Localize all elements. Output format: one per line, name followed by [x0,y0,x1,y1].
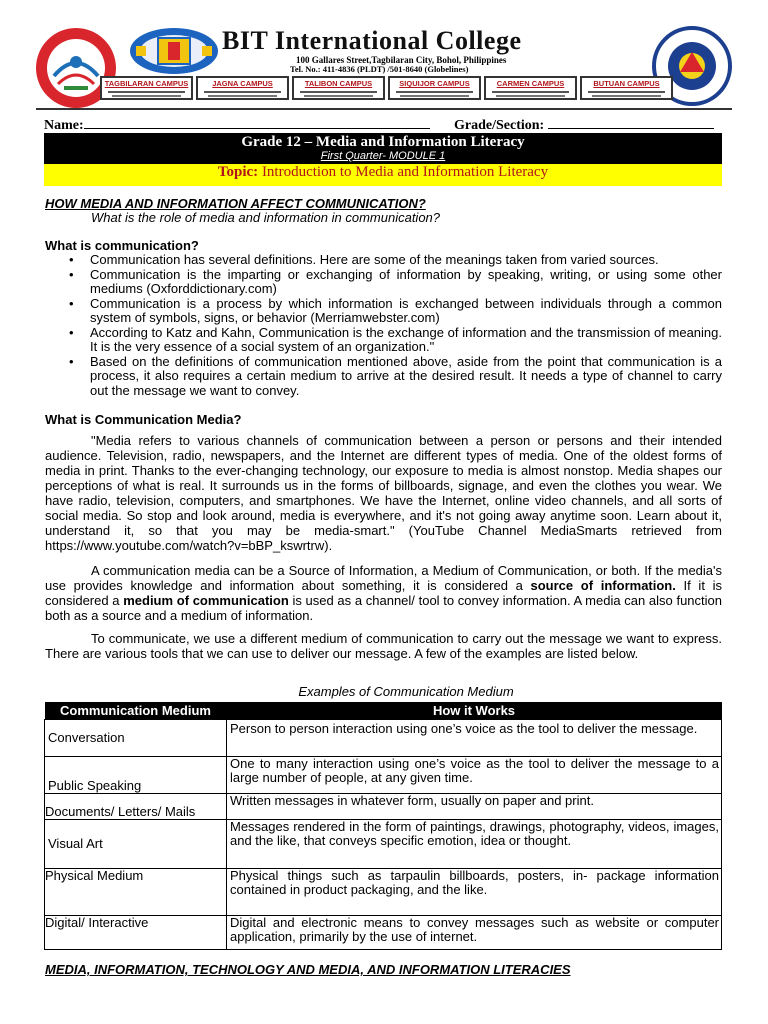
topic-banner [44,164,722,186]
campus-name: JAGNA CAMPUS [212,79,273,88]
table-cell: Visual Art [45,820,227,869]
topic-text: Introduction to Media and Information Literacy [261,164,549,180]
college-address: 100 Gallares Street,Tagbilaran City, Bohol, Philippines [296,55,507,65]
name-label: Name: [44,118,84,133]
column-header: Communication Medium [45,702,227,720]
table-cell: Physical things such as tarpaulin billboards, posters, in- package information contained in product packaging, and the like. [227,869,722,916]
topic-label: Topic: [217,164,259,180]
campus-name: CARMEN CAMPUS [496,79,565,88]
campus-name: SIQUIJOR CAMPUS [399,79,470,88]
college-telephone: Tel. No.: 411-4836 (PLDT) /501-8640 (Globelines) [290,64,469,74]
medium-of-communication-term: medium of communication [123,593,289,608]
table-cell: Digital/ Interactive [45,916,227,950]
table-header-row [45,702,722,720]
campus-box [580,76,673,100]
list-item: • Communication is the imparting or exchanging of information by speaking, writing, or using some other mediums (Oxforddictionary.com) [45,268,722,297]
table-cell: Person to person interaction using one’s voice as the tool to deliver the message. [227,720,722,757]
list-item: • Based on the definitions of communication mentioned above, aside from the point that communication is a process, it also requires a certain medium to arrive at the desired result. It needs a type of channel to carry out the message we want to convey. [45,355,722,399]
college-logo [128,26,220,76]
section-heading-media-effect: HOW MEDIA AND INFORMATION AFFECT COMMUNICATION? [45,196,426,211]
source-of-information-term: source of information. [530,578,676,593]
section-heading-communication: What is communication? [45,238,199,253]
table-row [45,820,722,869]
module-title: Grade 12 – Media and Information Literacy [241,134,525,150]
section-heading-literacies: MEDIA, INFORMATION, TECHNOLOGY AND MEDIA, AND INFORMATION LITERACIES [45,962,571,977]
section-question: What is the role of media and information in communication? [91,210,441,225]
header-divider [36,108,732,110]
title-banner [44,133,722,164]
section-heading-communication-media: What is Communication Media? [45,412,242,427]
list-item: • According to Katz and Kahn, Communication is the exchange of information and the transmission of meaning. It is the very essence of a social system of an organization." [45,326,722,355]
table-cell: Written messages in whatever form, usually on paper and print. [227,794,722,820]
campus-box [196,76,289,100]
table-cell: Conversation [45,720,227,757]
campus-name: TALIBON CAMPUS [304,79,373,88]
table-row [45,916,722,950]
table-row [45,869,722,916]
column-header: How it Works [227,702,722,720]
media-definition-paragraph: "Media refers to various channels of communication between a person or persons and their intended audience. Television, radio, newspapers, and the Internet are different types of media. One of the oldest forms of media in print. Thanks to the ever-changing technology, our exposure to media is almost nonstop. Media shapes our perceptions of what is real. It surrounds us in the forms of billboards, signage, and even the clothes you wear. We have radio, television, computers, and smartphones. We have the Internet, online video channels, and all sorts of social media. So stop and look around, media is everywhere, and it's not going away anytime soon. Learn about it, understand it, so that you may be media-smart." (YouTube Channel MediaSmarts retrieved from https://www.youtube.com/watch?v=bBP_kswrtrw). [45,433,722,553]
campus-box [100,76,193,100]
table-cell: Physical Medium [45,869,227,916]
campus-name: TAGBILARAN CAMPUS [104,79,189,88]
campus-box [292,76,385,100]
college-name: BIT International College [222,26,522,55]
campus-list [100,76,724,104]
list-item: • Communication is a process by which information is exchanged between individuals through a common system of symbols, signs, or behavior (Merriamwebster.com) [45,297,722,326]
table-row [45,794,722,820]
table-cell: Messages rendered in the form of paintings, drawings, photography, videos, images, and the like, that conveys specific emotion, idea or thought. [227,820,722,869]
communication-definitions-list [45,253,722,398]
list-item: • Communication has several definitions. Here are some of the meanings taken from varied sources. [45,253,722,268]
table-row [45,757,722,794]
campus-box [484,76,577,100]
campus-name: BUTUAN CAMPUS [593,79,660,88]
module-subtitle: First Quarter- MODULE 1 [320,150,446,162]
grade-section-label: Grade/Section: [454,118,545,133]
table-cell: Digital and electronic means to convey messages such as website or computer application, primarily by the use of internet. [227,916,722,950]
table-cell: One to many interaction using one’s voice as the tool to deliver the message to a large number of people, at any given time. [227,757,722,794]
table-caption: Examples of Communication Medium [298,684,514,699]
communication-medium-table [44,702,722,950]
table-cell: Documents/ Letters/ Mails [45,794,227,820]
campus-box [388,76,481,100]
tools-paragraph: To communicate, we use a different medium of communication to carry out the message we want to express. There are various tools that we can use to deliver our message. A few of the examples are listed below. [45,631,722,661]
grade-section-field[interactable] [454,118,714,134]
table-cell: Public Speaking [45,757,227,794]
name-field[interactable] [44,118,430,134]
source-medium-paragraph: A communication media can be a Source of Information, a Medium of Communication, or both. If the media's use provides knowledge and information about something, it is considered a source of information. If it is considered a medium of communication is used as a channel/ tool to convey information. A media can also function both as a source and a medium of information. [45,563,722,623]
table-row [45,720,722,757]
